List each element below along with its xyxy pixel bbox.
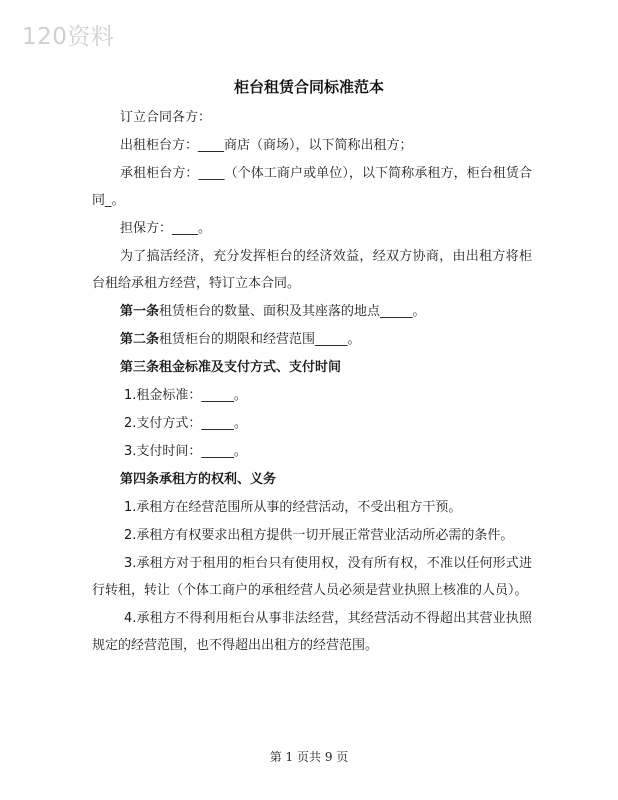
article-4-heading-text: 第四条承租方的权利、义务 bbox=[120, 472, 277, 487]
article-4-heading bbox=[92, 466, 532, 493]
article-1-text: 租赁柜台的数量、面积及其座落的地点_____。 bbox=[159, 304, 426, 319]
document-title: 柜台租赁合同标准范本 bbox=[233, 78, 384, 96]
article-3-heading-text: 第三条租金标准及支付方式、支付时间 bbox=[120, 360, 342, 375]
article-4-item-3: 3.承租方对于租用的柜台只有使用权，没有所有权，不准以任何形式进行转租，转让（个体工商户的承租经营人员必须是营业执照上核准的人员）。 bbox=[92, 556, 532, 598]
page-footer: 第 1 页共 9 页 bbox=[269, 750, 349, 764]
article-4-item-1: 1.承租方在经营范围所从事的经营活动，不受出租方干预。 bbox=[124, 500, 462, 515]
document-body bbox=[92, 104, 532, 660]
article-4-item-2: 2.承租方有权要求出租方提供一切开展正常营业活动所必需的条件。 bbox=[124, 528, 514, 543]
paragraph-lessee: 承租柜台方：____（个体工商户或单位），以下简称承租方，柜台租赁合同_。 bbox=[92, 166, 532, 208]
article-2-text: 租赁柜台的期限和经营范围_____。 bbox=[159, 332, 361, 347]
article-3-heading bbox=[92, 354, 532, 381]
paragraph-lessor: 出租柜台方：____商店（商场），以下简称出租方； bbox=[120, 138, 413, 153]
article-3-item-1: 1.租金标准：_____。 bbox=[124, 388, 247, 403]
article-2-heading: 第二条 bbox=[120, 332, 160, 347]
article-1 bbox=[92, 298, 532, 325]
article-1-heading: 第一条 bbox=[120, 304, 160, 319]
article-3-item-3: 3.支付时间：_____。 bbox=[124, 444, 247, 459]
paragraph-guarantor: 担保方：____。 bbox=[120, 221, 212, 236]
watermark: 120资料 bbox=[22, 24, 115, 50]
article-3-item-2: 2.支付方式：_____。 bbox=[124, 416, 247, 431]
paragraph-preamble: 为了搞活经济，充分发挥柜台的经济效益，经双方协商，由出租方将柜台租给承租方经营，特订立本合同。 bbox=[92, 249, 532, 291]
article-4-item-4: 4.承租方不得利用柜台从事非法经营，其经营活动不得超出其营业执照规定的经营范围，也不得超出出租方的经营范围。 bbox=[92, 611, 532, 653]
article-2 bbox=[92, 326, 532, 353]
paragraph-parties: 订立合同各方： bbox=[120, 110, 212, 125]
